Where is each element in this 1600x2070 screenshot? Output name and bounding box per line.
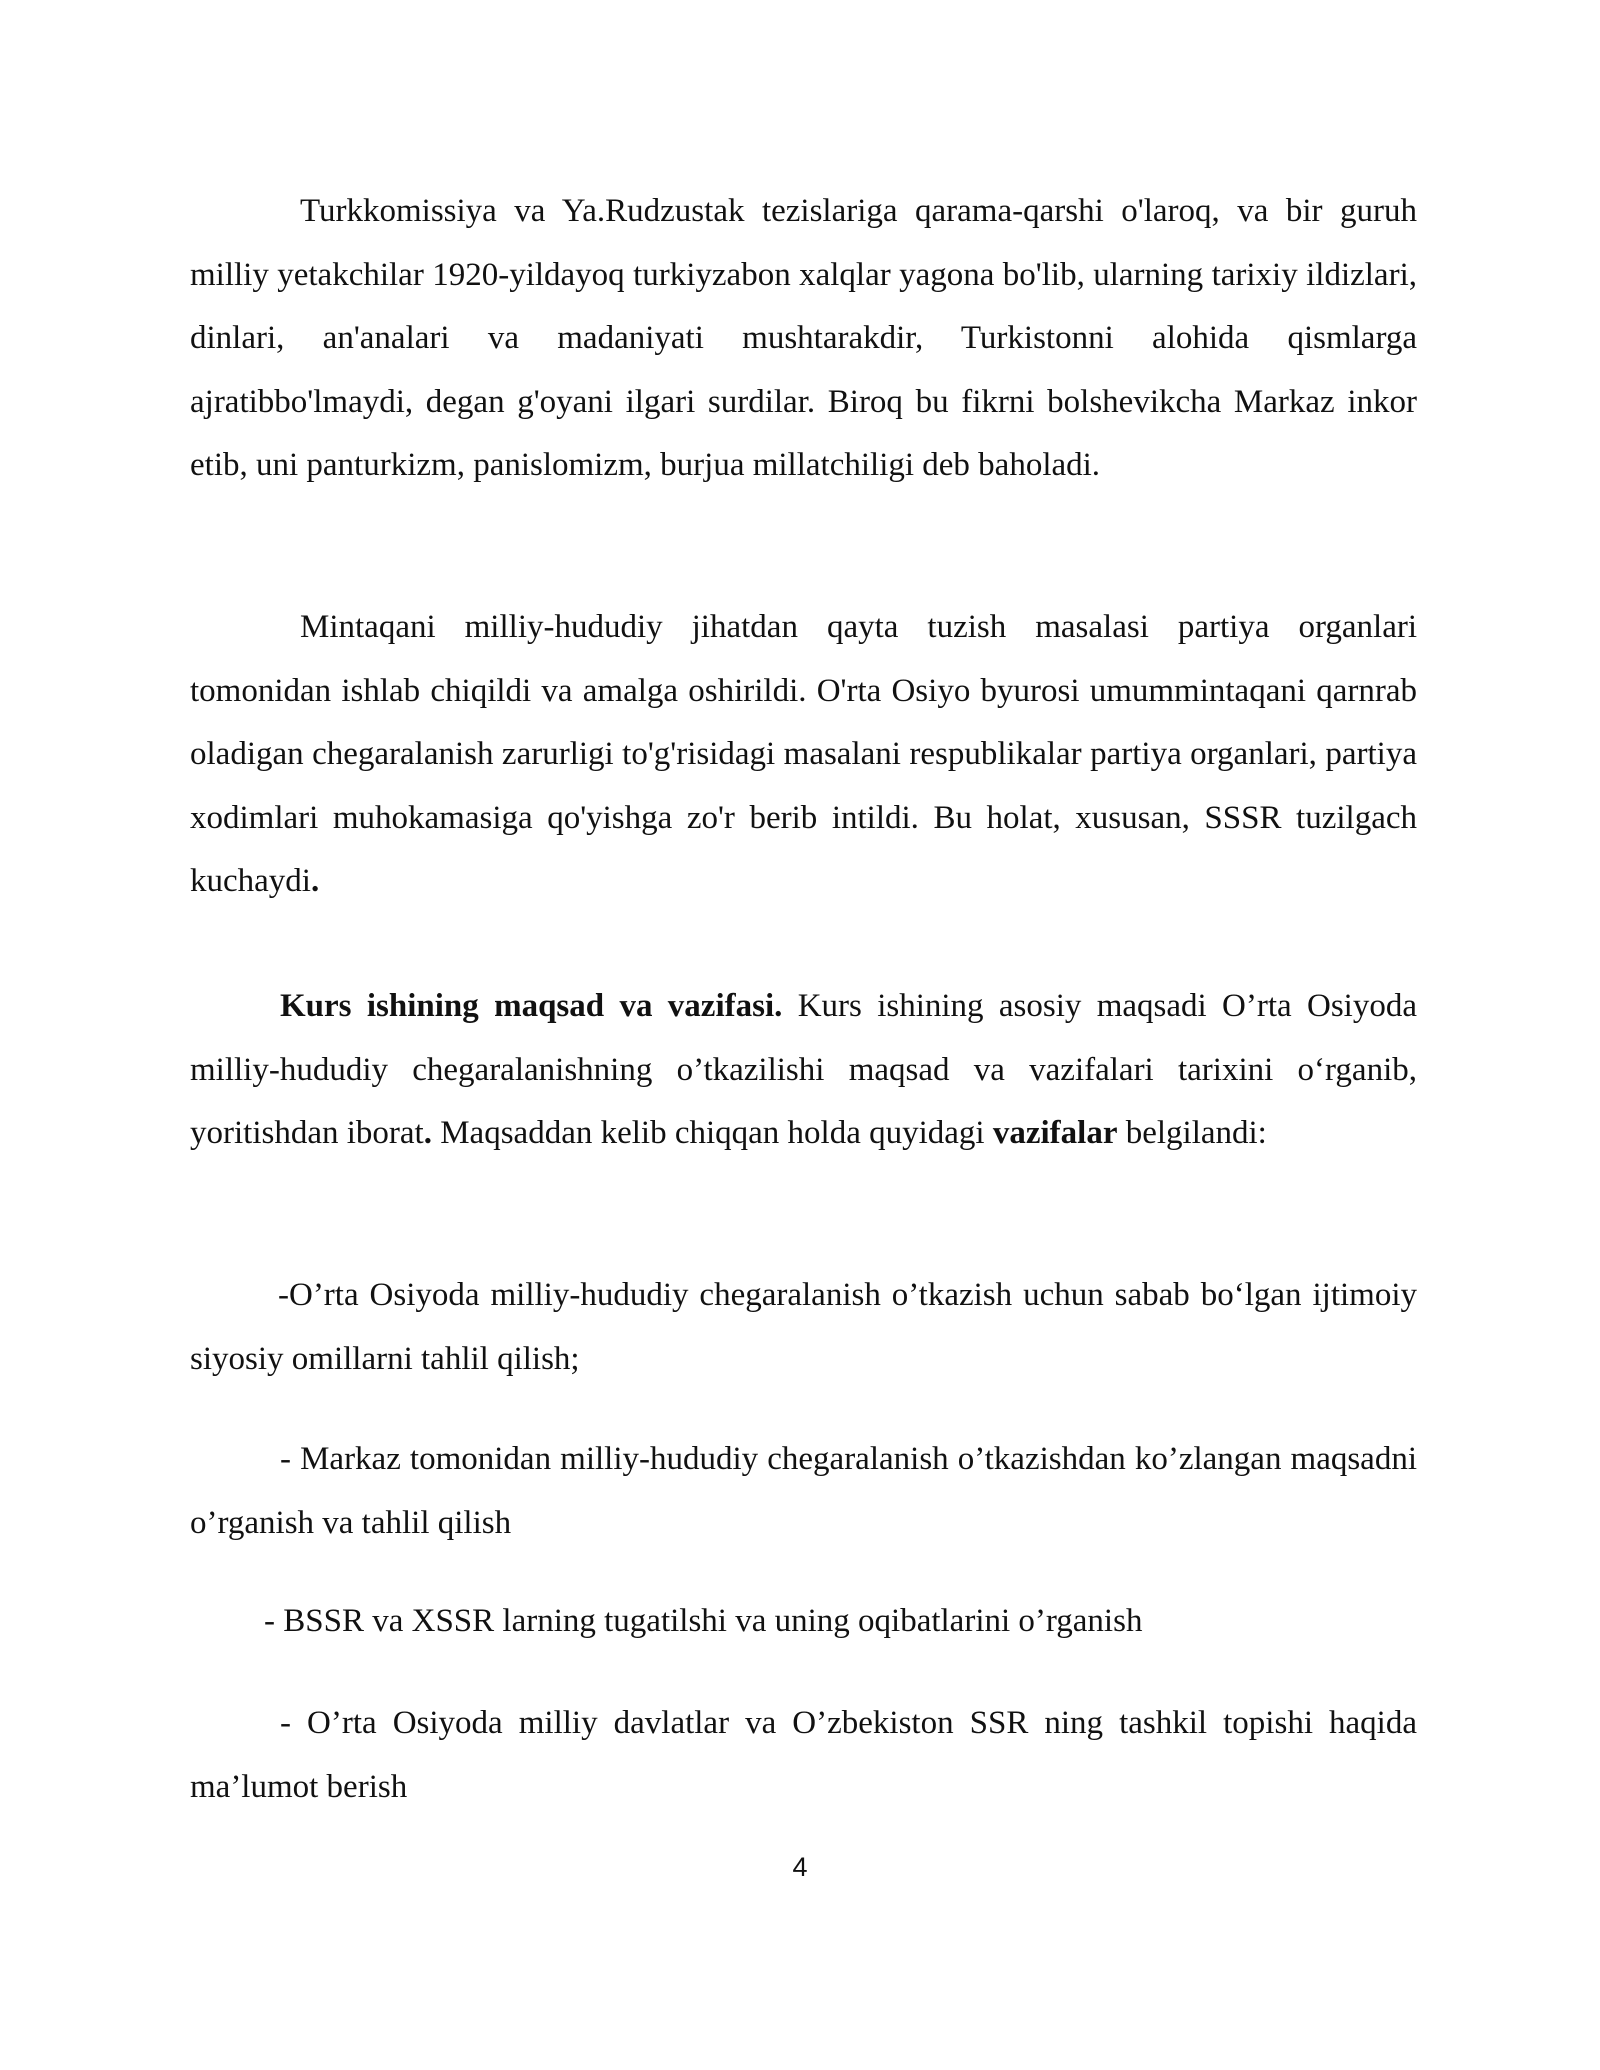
goal-heading: Kurs ishining maqsad va vazifasi.: [280, 988, 783, 1024]
paragraph-mintaqani-end-mark: .: [310, 863, 320, 899]
page-number: 4: [792, 1852, 808, 1882]
paragraph-goal: [190, 975, 1417, 1166]
task-item-3: - BSSR va XSSR larning tugatilshi va uning oqibatlarini o’rganish: [264, 1603, 1143, 1639]
goal-text-c: belgilandi:: [1117, 1115, 1267, 1151]
paragraph-turkkomissiya: Turkkomissiya va Ya.Rudzustak tezislariga qarama-qarshi o'laroq, va bir guruh milliy yetakchilar 1920-yildayoq turkiyzabon xalqlar yagona bo'lib, ularning tarixiy ildizlari, dinlari, an'analari va madaniyati mushtarakdir, Turkistonni alohida qismlarga ajratibbo'lmaydi, degan g'oyani ilgari surdilar. Biroq bu fikrni bolshevikcha Markaz inkor etib, uni panturkizm, panislomizm, burjua millatchiligi deb baholadi.: [190, 193, 1417, 483]
task-item-1: -O’rta Osiyoda milliy-hududiy chegaralanish o’tkazish uchun sabab bo‘lgan ijtimoiy siyosiy omillarni tahlil qilish;: [190, 1277, 1417, 1377]
paragraph-mintaqani-text: Mintaqani milliy-hududiy jihatdan qayta tuzish masalasi partiya organlari tomonidan ishlab chiqildi va amalga oshirildi. O'rta Osiyo byurosi umummintaqani qarnrab oladigan chegaralanish zarurligi to'g'risidagi masalani respublikalar partiya organlari, partiya xodimlari muhokamasiga qo'yishga zo'r berib intildi. Bu holat, xususan, SSSR tuzilgach kuchaydi: [190, 609, 1417, 899]
goal-text-a: Kurs ishining asosiy maqsadi O’rta Osiyoda milliy-hududiy chegaralanishning o’tkazilishi maqsad va vazifalari tarixini o‘rganib, yoritishdan iborat: [190, 988, 1417, 1151]
goal-text-b: Maqsaddan kelib chiqqan holda quyidagi: [431, 1115, 993, 1151]
tasks-keyword: vazifalar: [992, 1115, 1118, 1151]
task-item-4: - O’rta Osiyoda milliy davlatlar va O’zbekiston SSR ning tashkil topishi haqida ma’lumot berish: [190, 1705, 1417, 1805]
task-item-2: - Markaz tomonidan milliy-hududiy chegaralanish o’tkazishdan ko’zlangan maqsadni o’rganish va tahlil qilish: [190, 1441, 1417, 1541]
goal-bold-dot: .: [423, 1115, 432, 1151]
paragraph-mintaqani: [190, 596, 1417, 914]
